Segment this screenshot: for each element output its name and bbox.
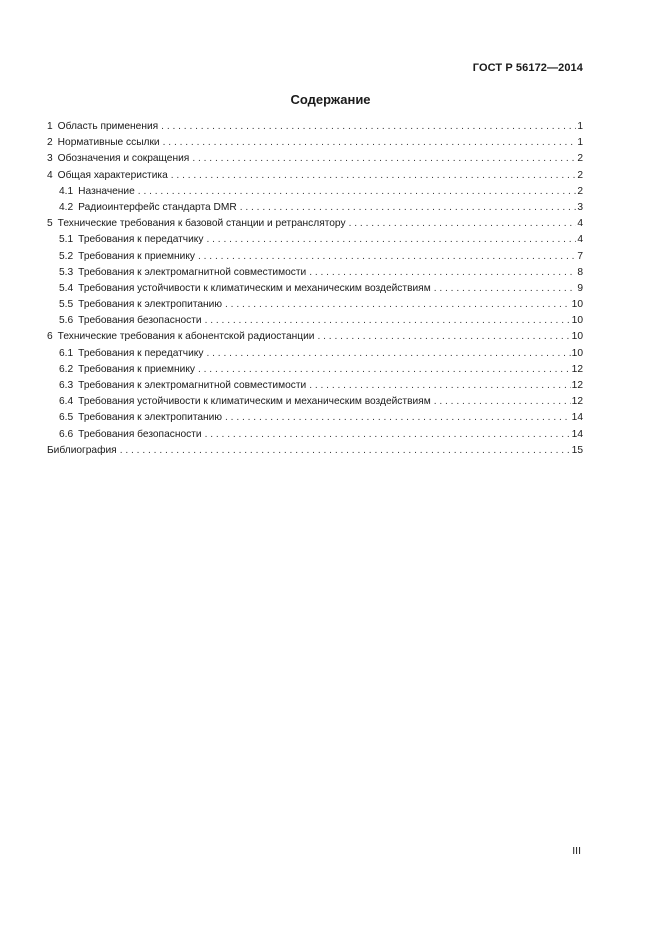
- toc-entry-title: Технические требования к абонентской радиостанции: [57, 331, 315, 343]
- toc-entry-page: 15: [571, 444, 583, 456]
- toc-entry-number: 2: [47, 137, 53, 149]
- page-number: III: [572, 845, 581, 857]
- toc-leader-dots: [206, 232, 576, 248]
- toc-entry-page: 10: [571, 331, 583, 343]
- toc-entry[interactable]: [47, 200, 583, 216]
- toc-entry-number: 6.2: [59, 363, 74, 375]
- toc-entry-title: Область применения: [57, 121, 159, 132]
- toc-entry-number: 1: [47, 121, 53, 132]
- toc-leader-dots: [205, 313, 571, 329]
- toc-entry-title: Общая характеристика: [57, 169, 168, 181]
- toc-leader-dots: [434, 394, 571, 410]
- toc-leader-dots: [171, 168, 577, 184]
- toc-entry-page: 2: [577, 169, 583, 181]
- toc-leader-dots: [205, 427, 571, 443]
- toc-entry[interactable]: [47, 394, 583, 410]
- toc-entry[interactable]: [47, 362, 583, 378]
- toc-entry[interactable]: [47, 329, 583, 345]
- toc-entry-page: 2: [577, 185, 583, 197]
- toc-leader-dots: [138, 184, 577, 200]
- toc-leader-dots: [240, 200, 577, 216]
- toc-entry-page: 10: [571, 347, 583, 359]
- toc-entry-title: Требования к электромагнитной совместимости: [78, 266, 307, 278]
- toc-entry[interactable]: [47, 297, 583, 313]
- toc-entry-number: 6.6: [59, 428, 74, 440]
- toc-leader-dots: [120, 443, 571, 459]
- toc-entry[interactable]: [47, 232, 583, 248]
- toc-leader-dots: [349, 216, 577, 232]
- toc-entry-title: Требования к передатчику: [78, 347, 204, 359]
- page-title: Содержание: [290, 92, 371, 107]
- toc-entry-number: 4.2: [59, 201, 74, 213]
- toc-leader-dots: [192, 151, 576, 167]
- toc-leader-dots: [225, 410, 571, 426]
- toc-entry-number: 6.1: [59, 347, 74, 359]
- toc-entry-title: Требования устойчивости к климатическим и механическим воздействиям: [78, 396, 431, 408]
- toc-entry-page: 7: [577, 250, 583, 262]
- toc-entry-page: 12: [571, 396, 583, 408]
- toc-entry-title: Нормативные ссылки: [57, 137, 160, 149]
- toc-entry-title: Требования безопасности: [78, 428, 202, 440]
- toc-leader-dots: [161, 119, 576, 135]
- toc-entry-number: 5.6: [59, 315, 74, 327]
- toc-entry-number: 5.4: [59, 282, 74, 294]
- toc-entry-number: 4: [47, 169, 53, 181]
- toc-entry-page: 14: [571, 428, 583, 440]
- toc-leader-dots: [434, 281, 577, 297]
- toc-entry-title: Требования к приемнику: [78, 363, 195, 375]
- toc-entry[interactable]: [47, 346, 583, 362]
- toc-entry[interactable]: [47, 184, 583, 200]
- toc-entry-number: 5.2: [59, 250, 74, 262]
- toc-entry[interactable]: [47, 427, 583, 443]
- toc-entry-page: 10: [571, 299, 583, 311]
- toc-entry-number: 5.1: [59, 234, 74, 246]
- toc-leader-dots: [309, 265, 576, 281]
- toc-entry-title: Библиография: [47, 444, 117, 456]
- toc-entry-page: 9: [577, 282, 583, 294]
- toc-entry-title: Требования к электромагнитной совместимости: [78, 380, 307, 391]
- toc-entry-number: 3: [47, 153, 53, 165]
- toc-entry-page: 12: [571, 363, 583, 375]
- toc-entry[interactable]: [47, 249, 583, 265]
- toc-entry[interactable]: [47, 119, 583, 135]
- toc-entry-page: 1: [577, 121, 583, 132]
- toc-entry[interactable]: [47, 313, 583, 329]
- toc-entry-page: 8: [577, 266, 583, 278]
- toc-entry[interactable]: [47, 281, 583, 297]
- toc-entry-title: Требования безопасности: [78, 315, 202, 327]
- toc-entry[interactable]: [47, 151, 583, 167]
- toc-entry[interactable]: [47, 378, 583, 394]
- toc-entry-page: 3: [577, 201, 583, 213]
- toc-entry-title: Обозначения и сокращения: [57, 153, 190, 165]
- toc-entry-number: 5.5: [59, 299, 74, 311]
- toc-entry-title: Технические требования к базовой станции и ретранслятору: [57, 218, 346, 230]
- toc-entry-number: 6.3: [59, 380, 74, 391]
- toc-leader-dots: [198, 249, 576, 265]
- toc-entry-page: 2: [577, 153, 583, 165]
- toc-entry-page: 1: [577, 137, 583, 149]
- toc-leader-dots: [225, 297, 571, 313]
- toc-entry-title: Требования к приемнику: [78, 250, 195, 262]
- toc-entry[interactable]: [47, 443, 583, 459]
- table-of-contents: [47, 119, 583, 459]
- document-code: ГОСТ Р 56172—2014: [472, 62, 583, 74]
- toc-entry[interactable]: [47, 216, 583, 232]
- toc-entry-number: 6.4: [59, 396, 74, 408]
- toc-entry-page: 4: [577, 234, 583, 246]
- toc-entry-page: 12: [571, 380, 583, 391]
- toc-entry-title: Назначение: [78, 185, 135, 197]
- toc-entry-title: Радиоинтерфейс стандарта DMR: [78, 201, 237, 213]
- toc-entry-title: Требования к электропитанию: [78, 412, 222, 424]
- toc-entry-number: 6.5: [59, 412, 74, 424]
- toc-entry-number: 5.3: [59, 266, 74, 278]
- toc-entry-title: Требования к передатчику: [78, 234, 204, 246]
- toc-leader-dots: [309, 378, 570, 394]
- toc-entry-page: 4: [577, 218, 583, 230]
- toc-entry-title: Требования устойчивости к климатическим и механическим воздействиям: [78, 282, 431, 294]
- toc-leader-dots: [198, 362, 571, 378]
- toc-entry-page: 14: [571, 412, 583, 424]
- toc-leader-dots: [163, 135, 577, 151]
- toc-entry[interactable]: [47, 265, 583, 281]
- toc-entry-page: 10: [571, 315, 583, 327]
- toc-entry-number: 4.1: [59, 185, 74, 197]
- toc-leader-dots: [206, 346, 570, 362]
- toc-entry-title: Требования к электропитанию: [78, 299, 222, 311]
- toc-entry-number: 6: [47, 331, 53, 343]
- toc-leader-dots: [317, 329, 570, 345]
- toc-entry[interactable]: [47, 168, 583, 184]
- toc-entry[interactable]: [47, 135, 583, 151]
- toc-entry-number: 5: [47, 218, 53, 230]
- toc-entry[interactable]: [47, 410, 583, 426]
